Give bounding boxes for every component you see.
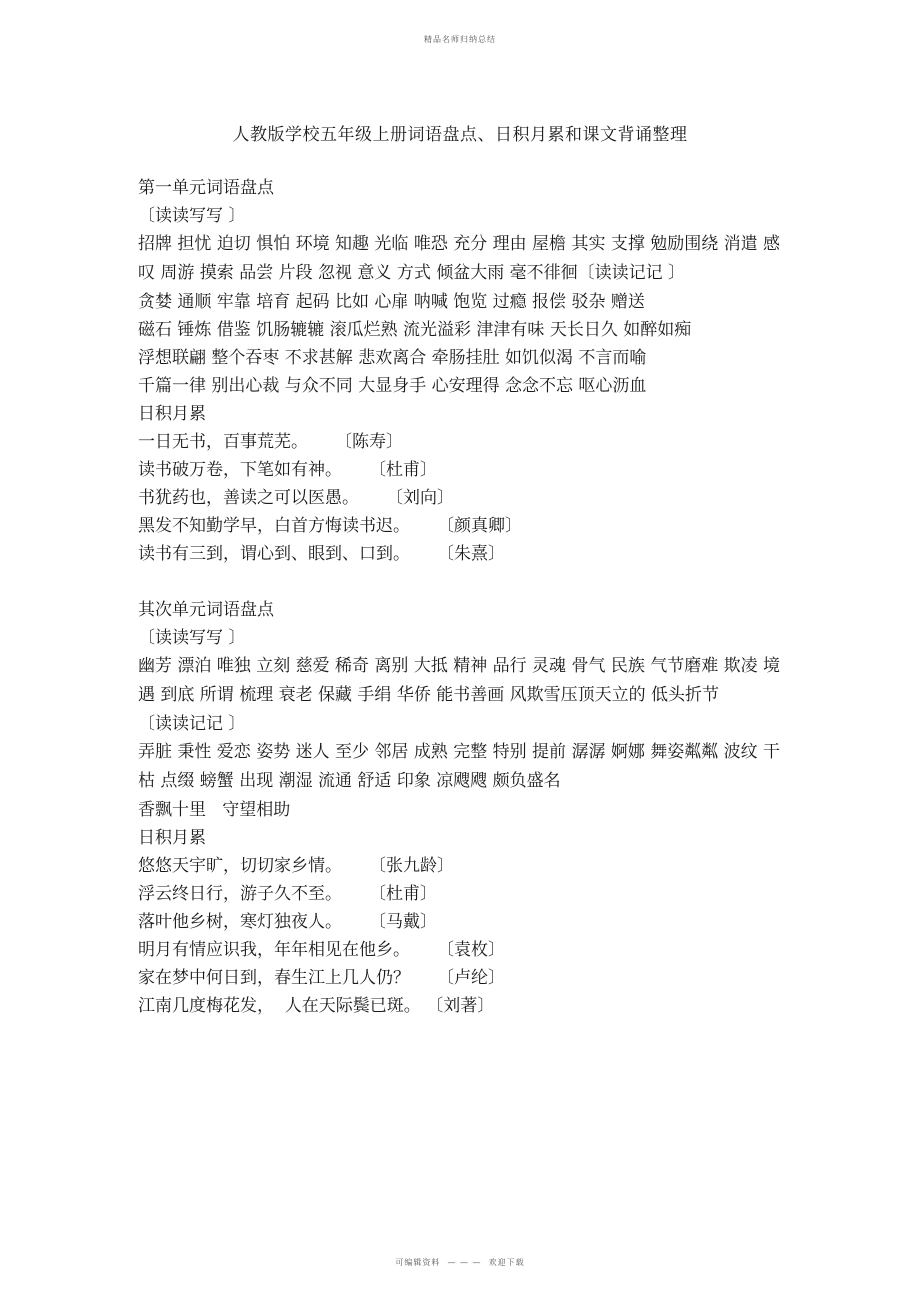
- unit2-quote: 江南几度梅花发， 人在天际鬓已斑。 〔刘著〕: [138, 996, 495, 1016]
- unit2-read-remember-extra: 香飘十里 守望相助: [138, 800, 291, 820]
- unit2-read-write-label: 〔读读写写 〕: [138, 628, 246, 648]
- section-spacer: [138, 568, 783, 596]
- unit1-read-write-words: 招牌 担忧 迫切 惧怕 环境 知趣 光临 唯恐 充分 理由 屋檐 其实 支撑 勉励围绕 消遣 感叹 周游 摸索 品尝 片段 忽视 意义 方式 倾盆大雨 毫不徘徊〔读读记记 〕: [138, 234, 781, 283]
- page-header-note: 精品名师归纳总结: [424, 35, 496, 44]
- unit2-quote: 落叶他乡树，寒灯独夜人。 〔马戴〕: [138, 912, 438, 932]
- document-body: [138, 174, 783, 1020]
- unit2-heading: 其次单元词语盘点: [138, 600, 274, 620]
- unit1-quote: 一日无书，百事荒芜。 〔陈寿〕: [138, 432, 404, 452]
- unit1-quote: 读书破万卷，下笔如有神。 〔杜甫〕: [138, 460, 438, 480]
- unit2-daily-label: 日积月累: [138, 828, 206, 848]
- unit2-read-remember-words: 弄脏 秉性 爱恋 姿势 迷人 至少 邻居 成熟 完整 特别 提前 潺潺 婀娜 舞姿粼粼 波纹 干枯 点缀 螃蟹 出现 潮湿 流通 舒适 印象 凉飕飕 颇负盛名: [138, 742, 781, 791]
- unit2-quote: 悠悠天宇旷，切切家乡情。 〔张九龄〕: [138, 856, 455, 876]
- unit2-read-write-words: 幽芳 漂泊 唯独 立刻 慈爱 稀奇 离别 大抵 精神 品行 灵魂 骨气 民族 气节磨难 欺凌 境遇 到底 所谓 梳理 衰老 保藏 手绢 华侨 能书善画 风欺雪压顶天立的 低头折节: [138, 656, 781, 705]
- unit1-read-remember-line: 千篇一律 别出心裁 与众不同 大显身手 心安理得 念念不忘 呕心沥血: [138, 376, 647, 396]
- unit1-read-remember-line: 浮想联翩 整个吞枣 不求甚解 悲欢离合 牵肠挂肚 如饥似渴 不言而喻: [138, 348, 647, 368]
- unit1-heading: 第一单元词语盘点: [138, 178, 274, 198]
- unit2-read-remember-label: 〔读读记记 〕: [138, 714, 246, 734]
- page-footer-note: 可编辑资料 — — — 欢迎下载: [395, 1258, 525, 1267]
- unit1-read-remember-line: 贪婪 通顺 牢靠 培育 起码 比如 心扉 呐喊 饱览 过瘾 报偿 驳杂 赠送: [138, 292, 645, 312]
- unit1-read-write-label: 〔读读写写 〕: [138, 206, 246, 226]
- unit2-quote: 明月有情应识我，年年相见在他乡。 〔袁枚〕: [138, 940, 506, 960]
- document-title: 人教版学校五年级上册词语盘点、日积月累和课文背诵整理: [232, 125, 688, 145]
- unit2-quote: 浮云终日行，游子久不至。 〔杜甫〕: [138, 884, 438, 904]
- unit1-quote: 读书有三到，谓心到、眼到、口到。 〔朱熹〕: [138, 544, 506, 564]
- unit2-quote: 家在梦中何日到，春生江上几人仍？ 〔卢纶〕: [138, 968, 506, 988]
- unit1-quote: 黑发不知勤学早，白首方悔读书迟。 〔颜真卿〕: [138, 516, 523, 536]
- unit1-daily-label: 日积月累: [138, 404, 206, 424]
- unit1-quote: 书犹药也，善读之可以医愚。 〔刘向〕: [138, 488, 455, 508]
- unit1-read-remember-line: 磁石 锤炼 借鉴 饥肠辘辘 滚瓜烂熟 流光溢彩 津津有味 天长日久 如醉如痴: [138, 320, 692, 340]
